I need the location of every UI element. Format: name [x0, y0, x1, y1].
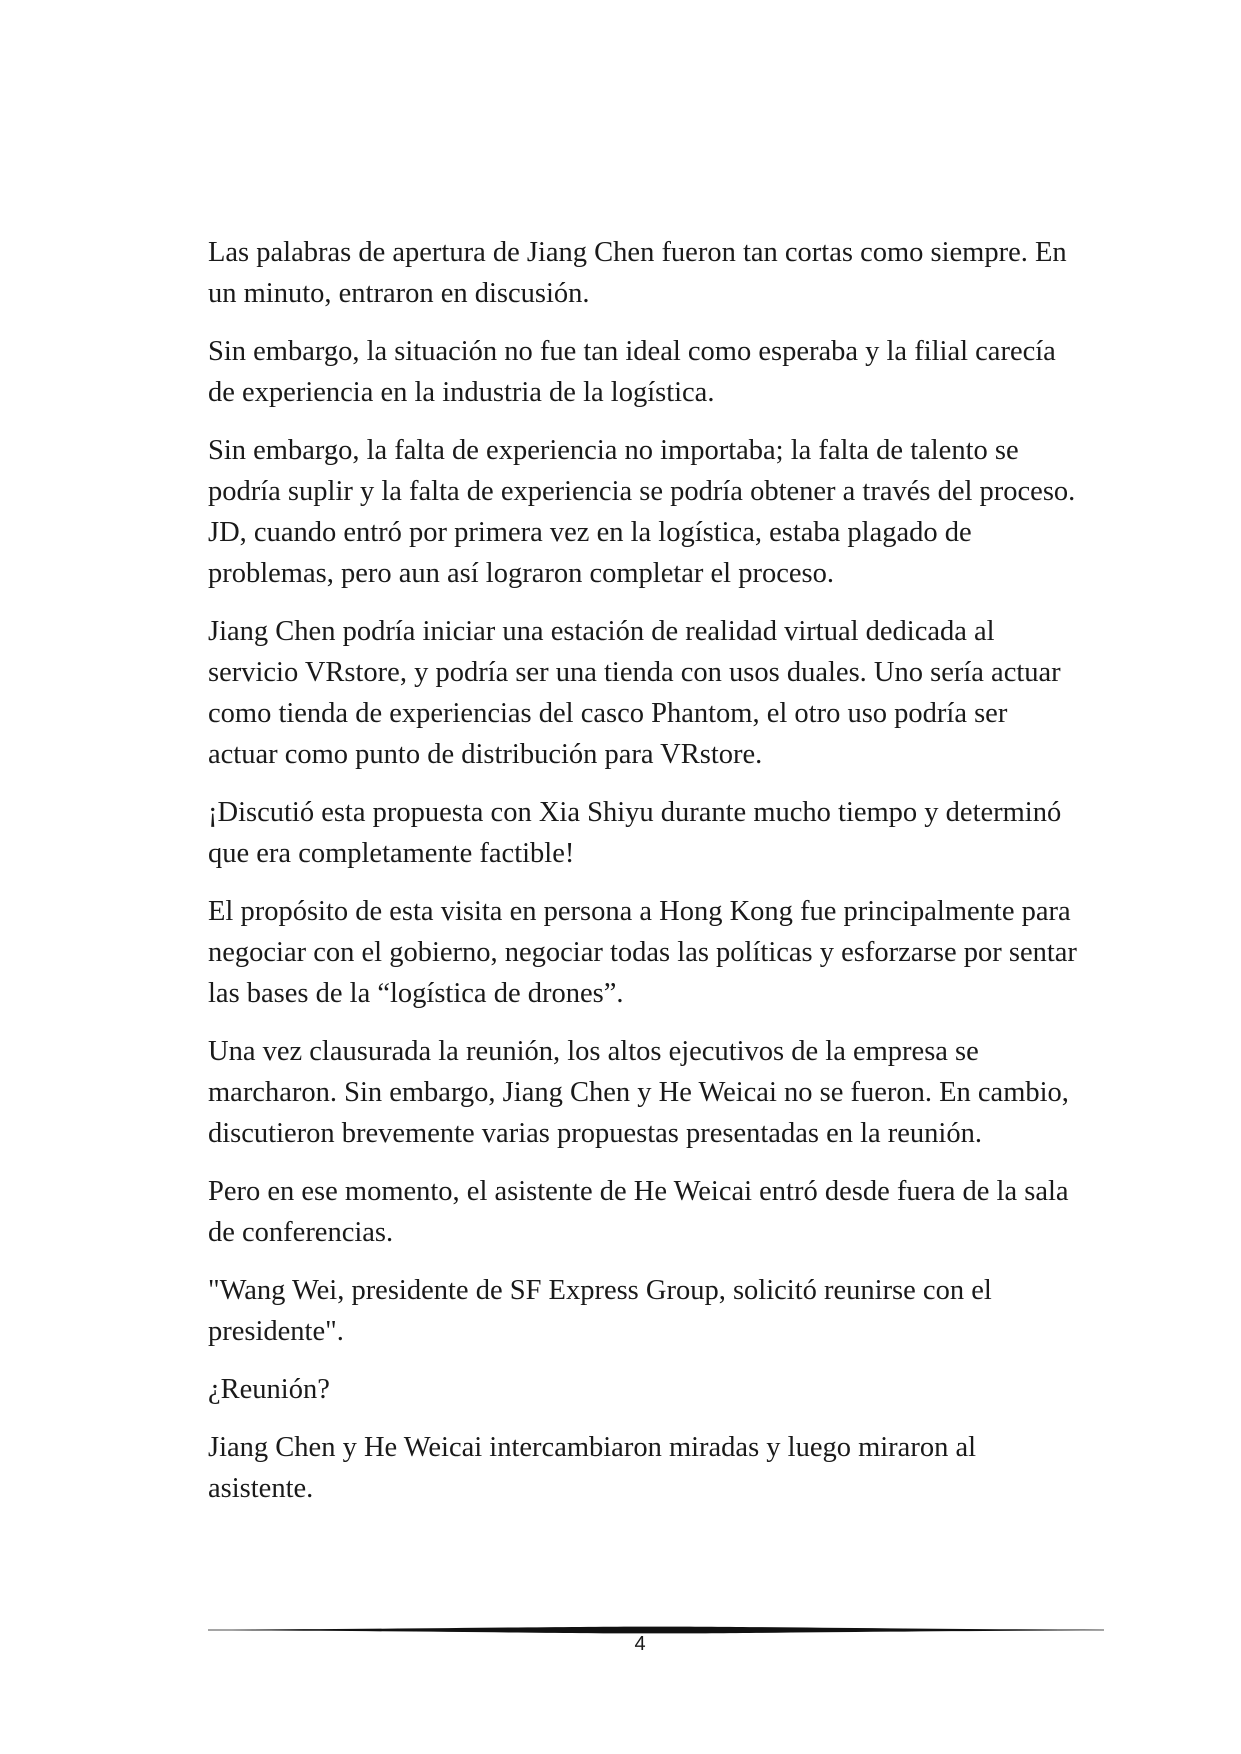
- paragraph-10: ¿Reunión?: [208, 1374, 330, 1405]
- paragraph-9: "Wang Wei, presidente de SF Express Group, solicitó reunirse con el presidente".: [208, 1275, 992, 1347]
- body-text: [208, 232, 1078, 1526]
- paragraph-7: Una vez clausurada la reunión, los altos ejecutivos de la empresa se marcharon. Sin embargo, Jiang Chen y He Weicai no se fueron. En cambio, discutieron brevemente varias propuestas presentadas en la reunión.: [208, 1036, 1069, 1149]
- paragraph-4: Jiang Chen podría iniciar una estación de realidad virtual dedicada al servicio VRstore, y podría ser una tienda con usos duales. Uno sería actuar como tienda de experiencias del casco Phantom, el otro uso podría ser actuar como punto de distribución para VRstore.: [208, 616, 1061, 770]
- paragraph-3: Sin embargo, la falta de experiencia no importaba; la falta de talento se podría suplir y la falta de experiencia se podría obtener a través del proceso. JD, cuando entró por primera vez en la logística, estaba plagado de problemas, pero aun así lograron completar el proceso.: [208, 435, 1076, 589]
- paragraph-6: El propósito de esta visita en persona a Hong Kong fue principalmente para negociar con el gobierno, negociar todas las políticas y esforzarse por sentar las bases de la “logística de drones”.: [208, 896, 1077, 1009]
- paragraph-1: Las palabras de apertura de Jiang Chen fueron tan cortas como siempre. En un minuto, entraron en discusión.: [208, 237, 1067, 309]
- paragraph-11: Jiang Chen y He Weicai intercambiaron miradas y luego miraron al asistente.: [208, 1432, 977, 1504]
- paragraph-2: Sin embargo, la situación no fue tan ideal como esperaba y la filial carecía de experiencia en la industria de la logística.: [208, 336, 1056, 408]
- paragraph-5: ¡Discutió esta propuesta con Xia Shiyu durante mucho tiempo y determinó que era completamente factible!: [208, 797, 1062, 869]
- page-number: 4: [634, 1633, 646, 1655]
- paragraph-8: Pero en ese momento, el asistente de He Weicai entró desde fuera de la sala de conferencias.: [208, 1176, 1069, 1248]
